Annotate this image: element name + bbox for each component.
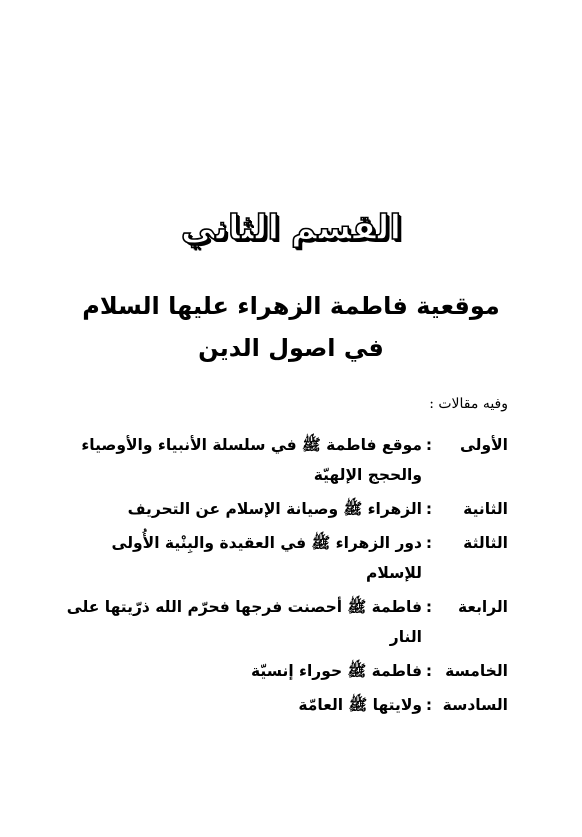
articles-list [58,430,508,724]
article-item-6 [58,690,508,720]
article-colon: : [425,534,433,552]
article-colon: : [425,500,433,518]
article-item-1 [58,430,508,490]
article-label: الثالثة [463,534,508,552]
article-item-3 [58,528,508,588]
article-label: الثانية [463,500,508,518]
article-item-2 [58,494,508,524]
article-title: الزهراء ﷺ وصيانة الإسلام عن التحريف [127,500,422,518]
subtitle-line-2: في اصول الدين [198,334,384,362]
article-label: السادسة [442,696,508,714]
article-colon: : [425,436,433,454]
article-item-4 [58,592,508,652]
subtitle-line-1: موقعية فاطمة الزهراء عليها السلام [82,292,500,320]
article-item-5 [58,656,508,686]
article-colon: : [425,662,433,680]
article-title: فاطمة ﷺ أحصنت فرجها فحرّم الله ذرّيتها على النار [66,598,422,646]
article-colon: : [425,696,433,714]
section-title: القسم الثاني [180,208,402,248]
article-colon: : [425,598,433,616]
article-label: الأولى [460,436,508,454]
articles-intro: وفيه مقالات : [429,396,508,412]
article-title: دور الزهراء ﷺ في العقيدة والبِنْية الأُولى للإسلام [111,534,422,582]
article-label: الخامسة [445,662,508,680]
article-label: الرابعة [457,598,508,616]
article-title: فاطمة ﷺ حوراء إنسيّة [251,662,422,680]
article-title: موقع فاطمة ﷺ في سلسلة الأنبياء والأوصياء والحجج الإلهيّة [81,436,422,484]
article-title: ولايتها ﷺ العامّة [298,696,422,714]
